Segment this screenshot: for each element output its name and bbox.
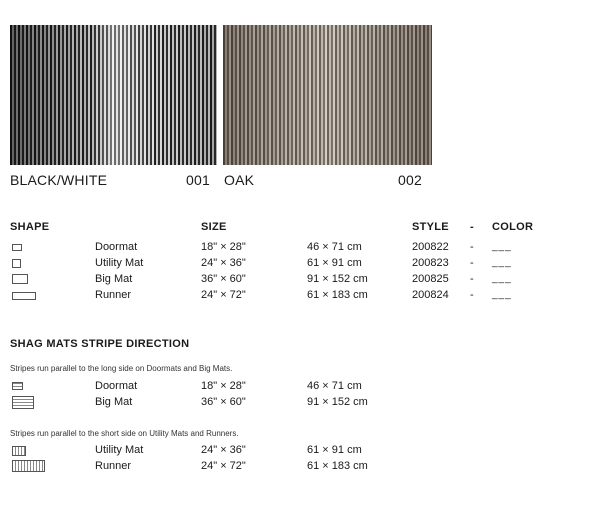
stripe-item-size-in: 24" × 72" (201, 460, 246, 472)
big-mat-stripe-icon (12, 396, 34, 409)
product-name: Big Mat (95, 273, 133, 285)
product-size-cm: 61 × 183 cm (307, 289, 368, 301)
stripe-item-size-in: 36" × 60" (201, 396, 246, 408)
big-mat-shape-icon (12, 274, 28, 284)
product-dash: - (470, 273, 474, 285)
product-size-in: 18" × 28" (201, 241, 246, 253)
stripe-item-size-in: 24" × 36" (201, 444, 246, 456)
stripe-section-title: SHAG MATS STRIPE DIRECTION (10, 338, 190, 350)
stripe-item-size-in: 18" × 28" (201, 380, 246, 392)
product-style: 200824 (412, 289, 449, 301)
stripe-item-size-cm: 61 × 91 cm (307, 444, 362, 456)
product-style: 200823 (412, 257, 449, 269)
swatch-code-1: 001 (186, 172, 210, 188)
swatch-name-1: BLACK/WHITE (10, 172, 108, 188)
product-size-cm: 61 × 91 cm (307, 257, 362, 269)
product-size-in: 36" × 60" (201, 273, 246, 285)
stripe-item-size-cm: 91 × 152 cm (307, 396, 368, 408)
header-shape: SHAPE (10, 221, 50, 233)
swatch-black-white (10, 25, 217, 165)
product-size-cm: 91 × 152 cm (307, 273, 368, 285)
doormat-stripe-icon (12, 382, 23, 390)
product-name: Doormat (95, 241, 138, 253)
stripe-item-size-cm: 61 × 183 cm (307, 460, 368, 472)
stripe-note-short: Stripes run parallel to the short side on Utility Mats and Runners. (10, 429, 239, 438)
product-color: ___ (492, 257, 512, 268)
utility-mat-shape-icon (12, 259, 21, 268)
runner-stripe-icon (12, 460, 45, 472)
product-color: ___ (492, 273, 512, 284)
product-name: Utility Mat (95, 257, 144, 269)
header-dash: - (470, 221, 474, 233)
product-dash: - (470, 289, 474, 301)
header-size: SIZE (201, 221, 227, 233)
swatch-code-2: 002 (398, 172, 422, 188)
stripe-item-size-cm: 46 × 71 cm (307, 380, 362, 392)
stripe-item-name: Big Mat (95, 396, 133, 408)
swatch-name-2: OAK (224, 172, 255, 188)
product-style: 200825 (412, 273, 449, 285)
header-style: STYLE (412, 221, 449, 233)
stripe-item-name: Runner (95, 460, 132, 472)
product-color: ___ (492, 289, 512, 300)
product-dash: - (470, 241, 474, 253)
product-dash: - (470, 257, 474, 269)
runner-shape-icon (12, 292, 36, 300)
stripe-item-name: Doormat (95, 380, 138, 392)
doormat-shape-icon (12, 244, 22, 251)
product-color: ___ (492, 241, 512, 252)
stripe-item-name: Utility Mat (95, 444, 144, 456)
product-name: Runner (95, 289, 132, 301)
product-style: 200822 (412, 241, 449, 253)
utility-mat-stripe-icon (12, 446, 26, 456)
header-color: COLOR (492, 221, 534, 233)
product-size-cm: 46 × 71 cm (307, 241, 362, 253)
product-size-in: 24" × 72" (201, 289, 246, 301)
stripe-note-long: Stripes run parallel to the long side on Doormats and Big Mats. (10, 364, 233, 373)
product-size-in: 24" × 36" (201, 257, 246, 269)
swatch-oak (223, 25, 432, 165)
